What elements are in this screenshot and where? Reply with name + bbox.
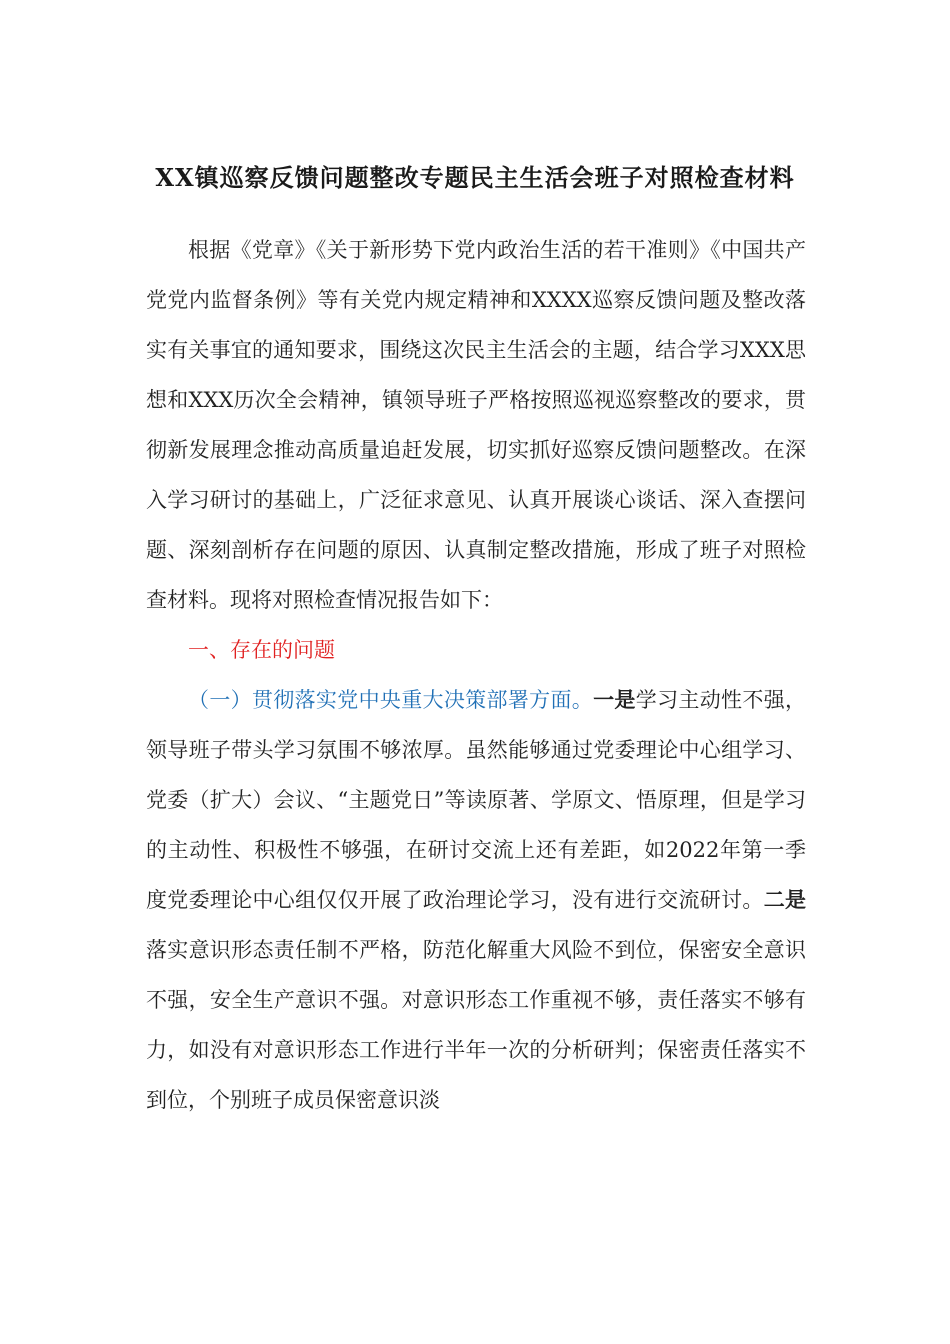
- point-1-label: 一是: [593, 687, 636, 712]
- subsection-paragraph: [146, 675, 806, 1125]
- document-body: [146, 225, 806, 1125]
- point-1-text: 学习主动性不强，领导班子带头学习氛围不够浓厚。虽然能够通过党委理论中心组学习、党委（扩大）会议、“主题党日”等读原著、学原文、悟原理，但是学习的主动性、积极性不够强，在研讨交流上还有差距，如2022年第一季度党委理论中心组仅仅开展了政治理论学习，没有进行交流研讨。: [146, 688, 807, 912]
- point-2-label: 二是: [763, 887, 807, 912]
- subsection-heading: （一）贯彻落实党中央重大决策部署方面。: [188, 688, 594, 712]
- section-heading-problems: 一、存在的问题: [188, 638, 335, 662]
- point-2-text: 落实意识形态责任制不严格，防范化解重大风险不到位，保密安全意识不强，安全生产意识不强。对意识形态工作重视不够，责任落实不够有力，如没有对意识形态工作进行半年一次的分析研判；保密责任落实不到位，个别班子成员保密意识淡: [146, 938, 806, 1112]
- intro-paragraph: 根据《党章》《关于新形势下党内政治生活的若干准则》《中国共产党党内监督条例》等有关党内规定精神和XXXX巡察反馈问题及整改落实有关事宜的通知要求，围绕这次民主生活会的主题，结合学习XXX思想和XXX历次全会精神，镇领导班子严格按照巡视巡察整改的要求，贯彻新发展理念推动高质量追赶发展，切实抓好巡察反馈问题整改。在深入学习研讨的基础上，广泛征求意见、认真开展谈心谈话、深入查摆问题、深刻剖析存在问题的原因、认真制定整改措施，形成了班子对照检查材料。现将对照检查情况报告如下：: [146, 238, 806, 612]
- document-title: XX镇巡察反馈问题整改专题民主生活会班子对照检查材料: [155, 163, 795, 192]
